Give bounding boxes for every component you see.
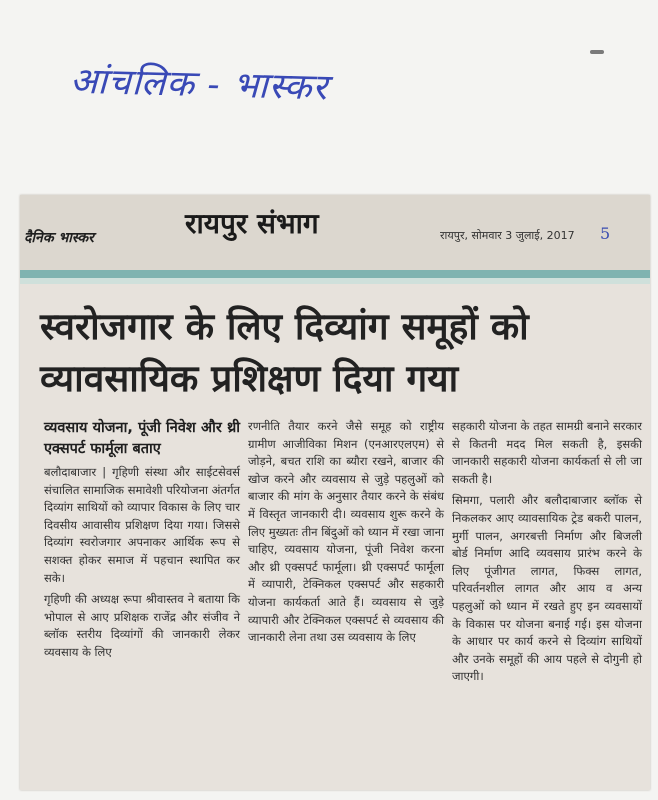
masthead: दैनिक भास्कर [24,230,94,246]
header-rule-light [20,278,650,284]
column3-paragraph-1: सहकारी योजना के तहत सामग्री बनाने सरकार से कितनी मदद मिल सकती है, इसकी जानकारी सहकारी योजना कार्यकर्ता से ली जा सकती है। [452,419,642,486]
column3-paragraph-2: सिमगा, पलारी और बलौदाबाजार ब्लॉक से निकलकर आए व्यावसायिक ट्रेड बकरी पालन, मुर्गी पालन, अगरबत्ती निर्माण और बिजली बोर्ड निर्माण आदि व्यवसाय प्रारंभ करने के लिए पूंजीगत लागत, फिक्स लागत, परिवर्तनशील लागत और आय व अन्य पहलुओं को ध्यान में रखते हुए इन व्यवसायों के विकास पर योजना बनाई गई। इस योजना के आधार पर कार्य करने से दिव्यांग साथियों और उनके समूहों की आय पहले से दोगुनी हो जाएगी। [452,493,642,684]
handwritten-note: आंचलिक - भास्कर [69,60,329,109]
column1-paragraph-1: बलौदाबाजार | गृहिणी संस्था और साईटसेवर्स संचालित सामाजिक समावेशी परियोजना अंतर्गत दिव्यांग साथियों को व्यापार विकास के लिए चार दिवसीय आवासीय प्रशिक्षण दिया गया। जिससे दिव्यांग स्वरोजगार अपनाकर आर्थिक रूप से सशक्त होकर समाज में पहचान स्थापित कर सके। [44,465,240,585]
page-number: 5 [600,224,611,243]
article-subheadline: व्यवसाय योजना, पूंजी निवेश और थ्री एक्सपर्ट फार्मूला बताए [44,420,240,457]
dateline: रायपुर, सोमवार 3 जुलाई, 2017 [440,229,575,242]
header-rule [20,270,650,278]
ink-mark [590,50,604,54]
column1-paragraph-2: गृहिणी की अध्यक्ष रूपा श्रीवास्तव ने बताया कि भोपाल से आए प्रशिक्षक राजेंद्र और संजीव ने ब्लॉक स्तरीय दिव्यांगों की जानकारी लेकर व्यवसाय के लिए [44,592,240,659]
article-column-3 [452,418,642,690]
article-column-2 [248,418,444,651]
article-column-1 [44,418,240,666]
article-headline: स्वरोजगार के लिए दिव्यांग समूहों को व्यावसायिक प्रशिक्षण दिया गया [40,304,529,400]
section-title: रायपुर संभाग [185,207,319,240]
column2-paragraph-1: रणनीति तैयार करने जैसे समूह को राष्ट्रीय ग्रामीण आजीविका मिशन (एनआरएलएम) से जोड़ने, बचत राशि का ब्यौरा रखने, बाजार की खोज करने और व्यवसाय से जुड़े पहलुओं को बाजार की मांग के अनुसार तैयार करने के संबंध में विस्तृत जानकारी दी। व्यवसाय शुरू करने के लिए मुख्यतः तीन बिंदुओं को ध्यान में रखा जाना चाहिए, व्यवसाय योजना, पूंजी निवेश करना और थ्री एक्सपर्ट फार्मूला। थ्री एक्सपर्ट फार्मूला में व्यापारी, टेक्निकल एक्सपर्ट और सहकारी योजना कार्यकर्ता आते हैं। व्यवसाय से जुड़े व्यापारी और टेक्निकल एक्सपर्ट से व्यवसाय की जानकारी लेना तथा उस व्यवसाय के लिए [248,419,444,645]
